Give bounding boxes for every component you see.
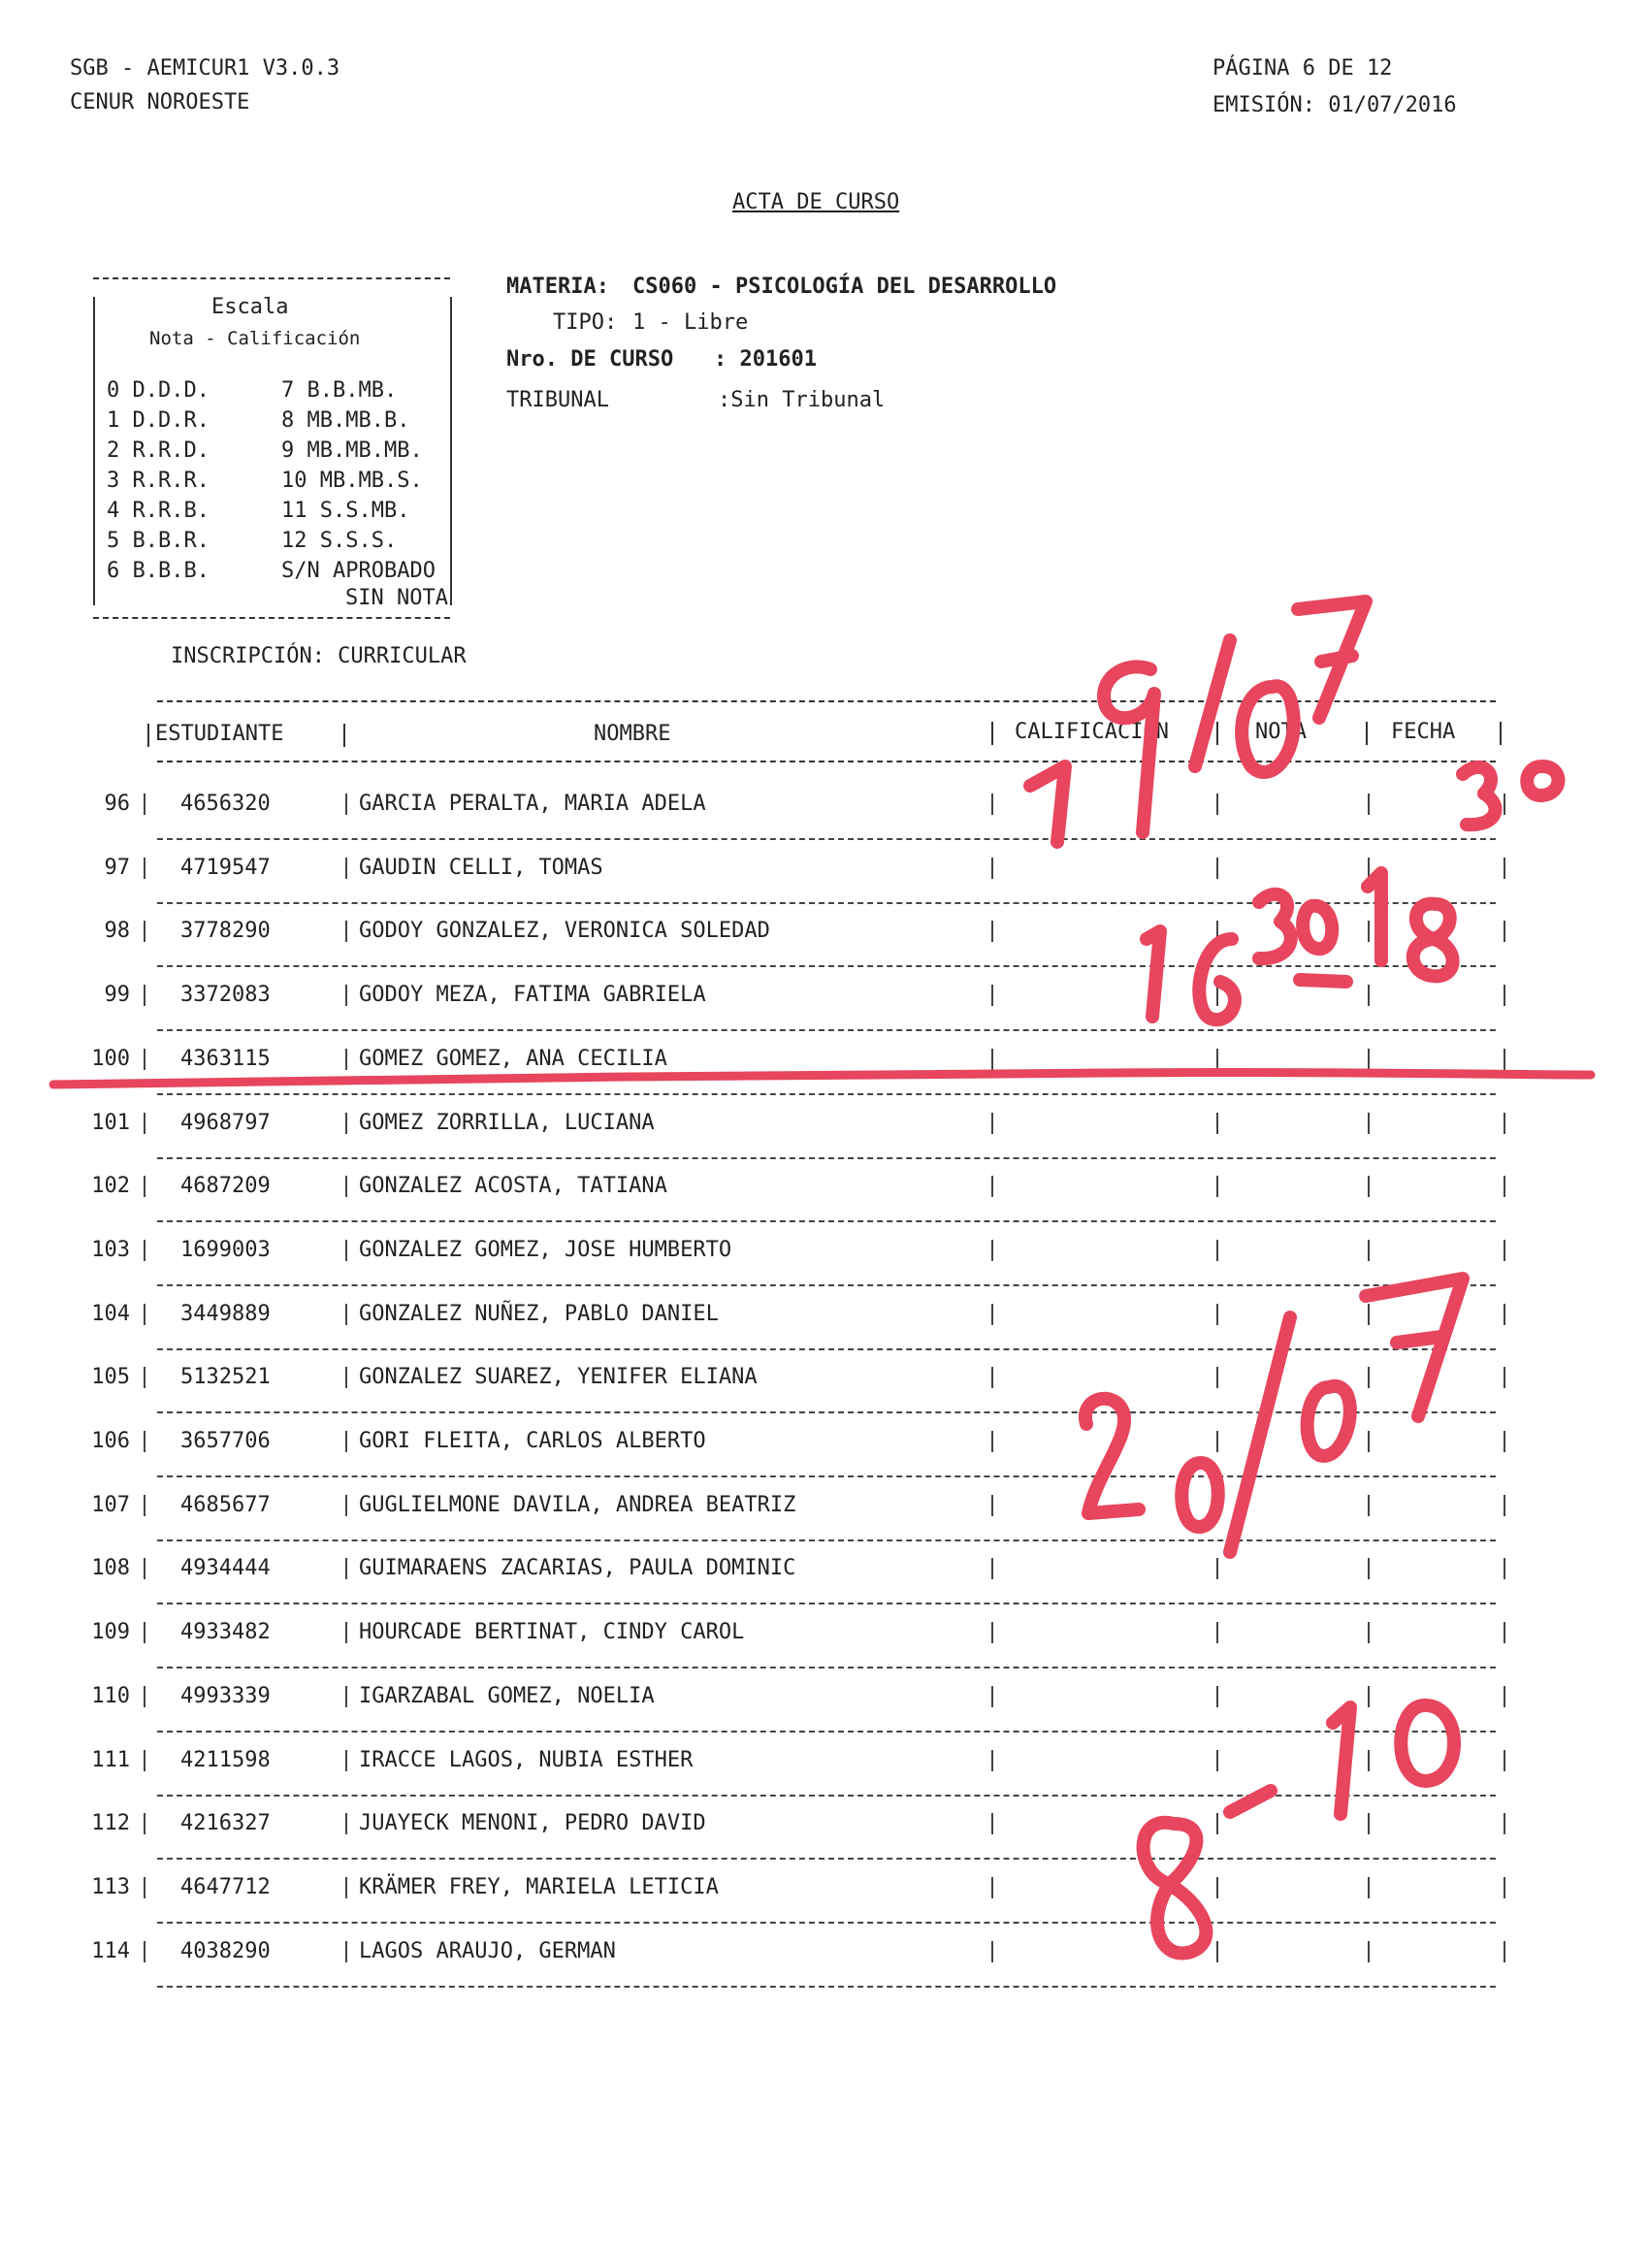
column-divider bbox=[345, 1686, 347, 1707]
table-row bbox=[0, 1413, 1649, 1477]
column-divider bbox=[345, 1304, 347, 1325]
column-divider bbox=[991, 858, 993, 879]
student-name: HOURCADE BERTINAT, CINDY CAROL bbox=[359, 1620, 745, 1645]
column-divider bbox=[991, 1304, 993, 1325]
student-id: 4719547 bbox=[180, 855, 271, 880]
page-number: PÁGINA 6 DE 12 bbox=[1212, 56, 1393, 81]
column-divider bbox=[1504, 1622, 1505, 1643]
document-title: ACTA DE CURSO bbox=[732, 190, 900, 214]
row-number: 107 bbox=[91, 1492, 130, 1517]
student-name: GONZALEZ GOMEZ, JOSE HUMBERTO bbox=[359, 1237, 732, 1262]
column-divider bbox=[1504, 1877, 1505, 1898]
materia-label: MATERIA: bbox=[506, 275, 609, 299]
row-number: 114 bbox=[91, 1938, 130, 1963]
column-divider bbox=[1216, 1240, 1218, 1261]
student-id: 4211598 bbox=[180, 1747, 271, 1772]
tipo-value: 1 - Libre bbox=[632, 310, 749, 335]
column-divider bbox=[1504, 1941, 1505, 1962]
column-divider bbox=[1216, 1049, 1218, 1070]
student-name: IRACCE LAGOS, NUBIA ESTHER bbox=[359, 1747, 694, 1772]
row-number: 111 bbox=[91, 1747, 130, 1772]
column-divider bbox=[991, 1495, 993, 1516]
column-divider bbox=[1368, 1558, 1370, 1579]
column-divider bbox=[144, 1558, 146, 1579]
column-divider bbox=[1368, 1176, 1370, 1197]
column-divider bbox=[1216, 1622, 1218, 1643]
column-divider bbox=[144, 1367, 146, 1388]
column-divider bbox=[1504, 1049, 1505, 1070]
student-id: 3778290 bbox=[180, 919, 271, 944]
curso-value: : 201601 bbox=[714, 347, 817, 372]
column-divider bbox=[991, 1622, 993, 1643]
column-divider bbox=[1216, 794, 1218, 815]
table-row bbox=[0, 840, 1649, 904]
inscripcion: INSCRIPCIÓN: CURRICULAR bbox=[171, 644, 467, 668]
column-divider bbox=[345, 1113, 347, 1134]
column-divider bbox=[144, 1686, 146, 1707]
table-row bbox=[0, 967, 1649, 1031]
column-divider bbox=[991, 794, 993, 815]
curso-label: Nro. DE CURSO bbox=[506, 347, 674, 372]
row-number: 113 bbox=[91, 1874, 130, 1899]
table-row bbox=[0, 1031, 1649, 1095]
student-id: 4685677 bbox=[180, 1492, 271, 1517]
student-name: GUIMARAENS ZACARIAS, PAULA DOMINIC bbox=[359, 1556, 796, 1581]
column-divider bbox=[1504, 1367, 1505, 1388]
row-number: 96 bbox=[104, 792, 130, 816]
tribunal-label: TRIBUNAL bbox=[506, 388, 609, 412]
row-number: 112 bbox=[91, 1811, 130, 1836]
row-number: 102 bbox=[91, 1174, 130, 1199]
column-divider bbox=[345, 1240, 347, 1261]
column-divider bbox=[144, 1622, 146, 1643]
column-divider bbox=[345, 1367, 347, 1388]
column-divider bbox=[1216, 921, 1218, 942]
column-divider bbox=[1368, 1622, 1370, 1643]
column-divider bbox=[1368, 1750, 1370, 1771]
column-divider bbox=[1216, 858, 1218, 879]
tipo-label: TIPO: bbox=[553, 310, 618, 335]
column-divider bbox=[144, 858, 146, 879]
scale-grade-alt: 7 B.B.MB. bbox=[281, 378, 398, 403]
student-id: 4363115 bbox=[180, 1046, 271, 1071]
header-nombre: NOMBRE bbox=[594, 722, 671, 746]
student-name: GAUDIN CELLI, TOMAS bbox=[359, 855, 603, 880]
scale-grade: 6 B.B.B. bbox=[107, 559, 210, 583]
column-divider bbox=[345, 1431, 347, 1452]
column-divider bbox=[345, 1877, 347, 1898]
emission-date: EMISIÓN: 01/07/2016 bbox=[1212, 93, 1457, 117]
row-number: 106 bbox=[91, 1429, 130, 1453]
column-divider bbox=[345, 921, 347, 942]
student-id: 5132521 bbox=[180, 1365, 271, 1390]
column-divider bbox=[991, 1558, 993, 1579]
student-id: 1699003 bbox=[180, 1237, 271, 1262]
column-divider bbox=[1504, 1176, 1505, 1197]
column-divider bbox=[1216, 1558, 1218, 1579]
row-number: 105 bbox=[91, 1365, 130, 1390]
student-id: 4656320 bbox=[180, 792, 271, 816]
column-divider bbox=[1368, 1686, 1370, 1707]
column-divider bbox=[144, 794, 146, 815]
scale-grade: 4 R.R.B. bbox=[107, 499, 210, 523]
column-divider bbox=[1504, 1558, 1505, 1579]
student-name: LAGOS ARAUJO, GERMAN bbox=[359, 1938, 616, 1963]
header-estudiante: ESTUDIANTE bbox=[155, 722, 284, 746]
column-divider bbox=[345, 794, 347, 815]
column-divider bbox=[1504, 1686, 1505, 1707]
column-divider bbox=[1504, 921, 1505, 942]
row-number: 97 bbox=[104, 855, 130, 880]
column-divider bbox=[1368, 1431, 1370, 1452]
column-divider bbox=[991, 1049, 993, 1070]
row-number: 100 bbox=[91, 1046, 130, 1071]
column-divider bbox=[1368, 921, 1370, 942]
student-name: JUAYECK MENONI, PEDRO DAVID bbox=[359, 1811, 706, 1836]
column-divider bbox=[991, 1941, 993, 1962]
column-divider bbox=[1504, 1431, 1505, 1452]
column-divider bbox=[1216, 1367, 1218, 1388]
row-number: 110 bbox=[91, 1683, 130, 1708]
row-number: 108 bbox=[91, 1556, 130, 1581]
student-id: 4216327 bbox=[180, 1811, 271, 1836]
student-id: 4933482 bbox=[180, 1620, 271, 1645]
table-row bbox=[0, 1796, 1649, 1860]
column-divider bbox=[345, 858, 347, 879]
column-divider bbox=[144, 921, 146, 942]
table-row bbox=[0, 1477, 1649, 1541]
center-name: CENUR NOROESTE bbox=[70, 90, 250, 114]
student-name: IGARZABAL GOMEZ, NOELIA bbox=[359, 1683, 655, 1708]
scale-grade-alt: SIN NOTA bbox=[345, 586, 448, 610]
table-row bbox=[0, 1860, 1649, 1924]
column-divider bbox=[991, 1113, 993, 1134]
column-divider bbox=[1504, 1304, 1505, 1325]
column-divider bbox=[1216, 1686, 1218, 1707]
student-name: GONZALEZ SUAREZ, YENIFER ELIANA bbox=[359, 1365, 758, 1390]
column-divider bbox=[1368, 1304, 1370, 1325]
column-divider bbox=[1368, 858, 1370, 879]
column-divider bbox=[1216, 1941, 1218, 1962]
column-divider bbox=[144, 1495, 146, 1516]
column-divider bbox=[1216, 1813, 1218, 1834]
student-id: 3372083 bbox=[180, 983, 271, 1008]
column-divider bbox=[144, 1049, 146, 1070]
scale-grade-alt: 10 MB.MB.S. bbox=[281, 469, 423, 493]
row-number: 103 bbox=[91, 1237, 130, 1262]
column-divider bbox=[345, 1941, 347, 1962]
row-number: 99 bbox=[104, 983, 130, 1008]
column-divider bbox=[1368, 1113, 1370, 1134]
column-divider bbox=[1368, 1367, 1370, 1388]
student-name: GOMEZ GOMEZ, ANA CECILIA bbox=[359, 1046, 667, 1071]
scale-subtitle: Nota - Calificación bbox=[149, 328, 361, 349]
column-divider bbox=[1504, 985, 1505, 1006]
scale-grade-alt: 8 MB.MB.B. bbox=[281, 408, 410, 433]
column-divider bbox=[1216, 1495, 1218, 1516]
student-name: GONZALEZ NUÑEZ, PABLO DANIEL bbox=[359, 1301, 719, 1326]
column-divider bbox=[1216, 1877, 1218, 1898]
student-id: 4993339 bbox=[180, 1683, 271, 1708]
row-number: 104 bbox=[91, 1301, 130, 1326]
student-name: GORI FLEITA, CARLOS ALBERTO bbox=[359, 1429, 706, 1453]
row-number: 109 bbox=[91, 1620, 130, 1645]
column-divider bbox=[1368, 1495, 1370, 1516]
student-name: GONZALEZ ACOSTA, TATIANA bbox=[359, 1174, 667, 1199]
column-divider bbox=[144, 1113, 146, 1134]
column-divider bbox=[991, 1431, 993, 1452]
column-divider bbox=[1216, 1431, 1218, 1452]
scale-grade: 1 D.D.R. bbox=[107, 408, 210, 433]
student-id: 4038290 bbox=[180, 1938, 271, 1963]
table-row bbox=[0, 1095, 1649, 1159]
column-divider bbox=[345, 1176, 347, 1197]
column-divider bbox=[1504, 794, 1505, 815]
student-name: GOMEZ ZORRILLA, LUCIANA bbox=[359, 1110, 655, 1135]
column-divider bbox=[1368, 1240, 1370, 1261]
student-name: GARCIA PERALTA, MARIA ADELA bbox=[359, 792, 706, 816]
student-id: 3657706 bbox=[180, 1429, 271, 1453]
scale-grade-alt: 11 S.S.MB. bbox=[281, 499, 410, 523]
column-divider bbox=[144, 1240, 146, 1261]
table-row bbox=[0, 903, 1649, 967]
table-row bbox=[0, 1733, 1649, 1797]
column-divider bbox=[144, 1877, 146, 1898]
grading-scale-box bbox=[93, 277, 452, 619]
student-id: 4968797 bbox=[180, 1110, 271, 1135]
column-divider bbox=[991, 1686, 993, 1707]
table-row bbox=[0, 1924, 1649, 1988]
row-number: 98 bbox=[104, 919, 130, 944]
column-divider bbox=[1216, 1176, 1218, 1197]
column-divider bbox=[144, 1813, 146, 1834]
scale-grade-alt: 12 S.S.S. bbox=[281, 529, 398, 553]
materia-value: CS060 - PSICOLOGÍA DEL DESARROLLO bbox=[632, 275, 1057, 299]
table-row bbox=[0, 1349, 1649, 1413]
column-divider bbox=[991, 1176, 993, 1197]
student-id: 3449889 bbox=[180, 1301, 271, 1326]
table-row bbox=[0, 1604, 1649, 1669]
row-number: 101 bbox=[91, 1110, 130, 1135]
tribunal-value: :Sin Tribunal bbox=[718, 388, 886, 412]
column-divider bbox=[1504, 1113, 1505, 1134]
table-row bbox=[0, 1158, 1649, 1222]
column-divider bbox=[345, 1622, 347, 1643]
row-separator bbox=[157, 1986, 1496, 1988]
column-divider bbox=[991, 985, 993, 1006]
column-divider bbox=[991, 921, 993, 942]
column-divider bbox=[1368, 985, 1370, 1006]
student-name: KRÄMER FREY, MARIELA LETICIA bbox=[359, 1874, 719, 1899]
scale-grade-alt: S/N APROBADO bbox=[281, 559, 436, 583]
header-nota: NOTA bbox=[1255, 720, 1307, 744]
scale-grade: 3 R.R.R. bbox=[107, 469, 210, 493]
column-divider bbox=[345, 1495, 347, 1516]
header-calificacion: CALIFICACION bbox=[1015, 720, 1169, 744]
column-divider bbox=[345, 985, 347, 1006]
column-divider bbox=[1368, 794, 1370, 815]
column-divider bbox=[144, 1176, 146, 1197]
column-divider bbox=[1504, 858, 1505, 879]
column-divider bbox=[1216, 1750, 1218, 1771]
column-divider bbox=[1368, 1049, 1370, 1070]
column-divider bbox=[991, 1750, 993, 1771]
system-version: SGB - AEMICUR1 V3.0.3 bbox=[70, 56, 340, 81]
student-id: 4687209 bbox=[180, 1174, 271, 1199]
column-divider bbox=[1368, 1813, 1370, 1834]
scale-grade: 0 D.D.D. bbox=[107, 378, 210, 403]
column-divider bbox=[345, 1750, 347, 1771]
column-divider bbox=[991, 1813, 993, 1834]
column-divider bbox=[1504, 1750, 1505, 1771]
column-divider bbox=[991, 1877, 993, 1898]
column-divider bbox=[1368, 1877, 1370, 1898]
column-divider bbox=[144, 1304, 146, 1325]
column-divider bbox=[144, 985, 146, 1006]
table-row bbox=[0, 1669, 1649, 1733]
column-divider bbox=[1216, 1304, 1218, 1325]
column-divider bbox=[1368, 1941, 1370, 1962]
table-row bbox=[0, 776, 1649, 840]
column-divider bbox=[345, 1813, 347, 1834]
column-divider bbox=[991, 1367, 993, 1388]
column-divider bbox=[1504, 1813, 1505, 1834]
column-divider bbox=[144, 1431, 146, 1452]
table-row bbox=[0, 1286, 1649, 1350]
student-id: 4647712 bbox=[180, 1874, 271, 1899]
header-fecha: FECHA bbox=[1391, 720, 1456, 744]
scale-grade-alt: 9 MB.MB.MB. bbox=[281, 438, 423, 463]
column-divider bbox=[345, 1049, 347, 1070]
scale-title: Escala bbox=[211, 295, 289, 319]
column-divider bbox=[144, 1750, 146, 1771]
column-divider bbox=[1504, 1495, 1505, 1516]
column-divider bbox=[1504, 1240, 1505, 1261]
student-name: GODOY MEZA, FATIMA GABRIELA bbox=[359, 983, 706, 1008]
column-divider bbox=[991, 1240, 993, 1261]
student-name: GUGLIELMONE DAVILA, ANDREA BEATRIZ bbox=[359, 1492, 796, 1517]
student-id: 4934444 bbox=[180, 1556, 271, 1581]
table-row bbox=[0, 1222, 1649, 1286]
column-divider bbox=[144, 1941, 146, 1962]
scale-grade: 2 R.R.D. bbox=[107, 438, 210, 463]
column-divider bbox=[1216, 1113, 1218, 1134]
column-divider bbox=[1216, 985, 1218, 1006]
column-divider bbox=[345, 1558, 347, 1579]
scale-grade: 5 B.B.R. bbox=[107, 529, 210, 553]
table-row bbox=[0, 1540, 1649, 1604]
student-name: GODOY GONZALEZ, VERONICA SOLEDAD bbox=[359, 919, 770, 944]
